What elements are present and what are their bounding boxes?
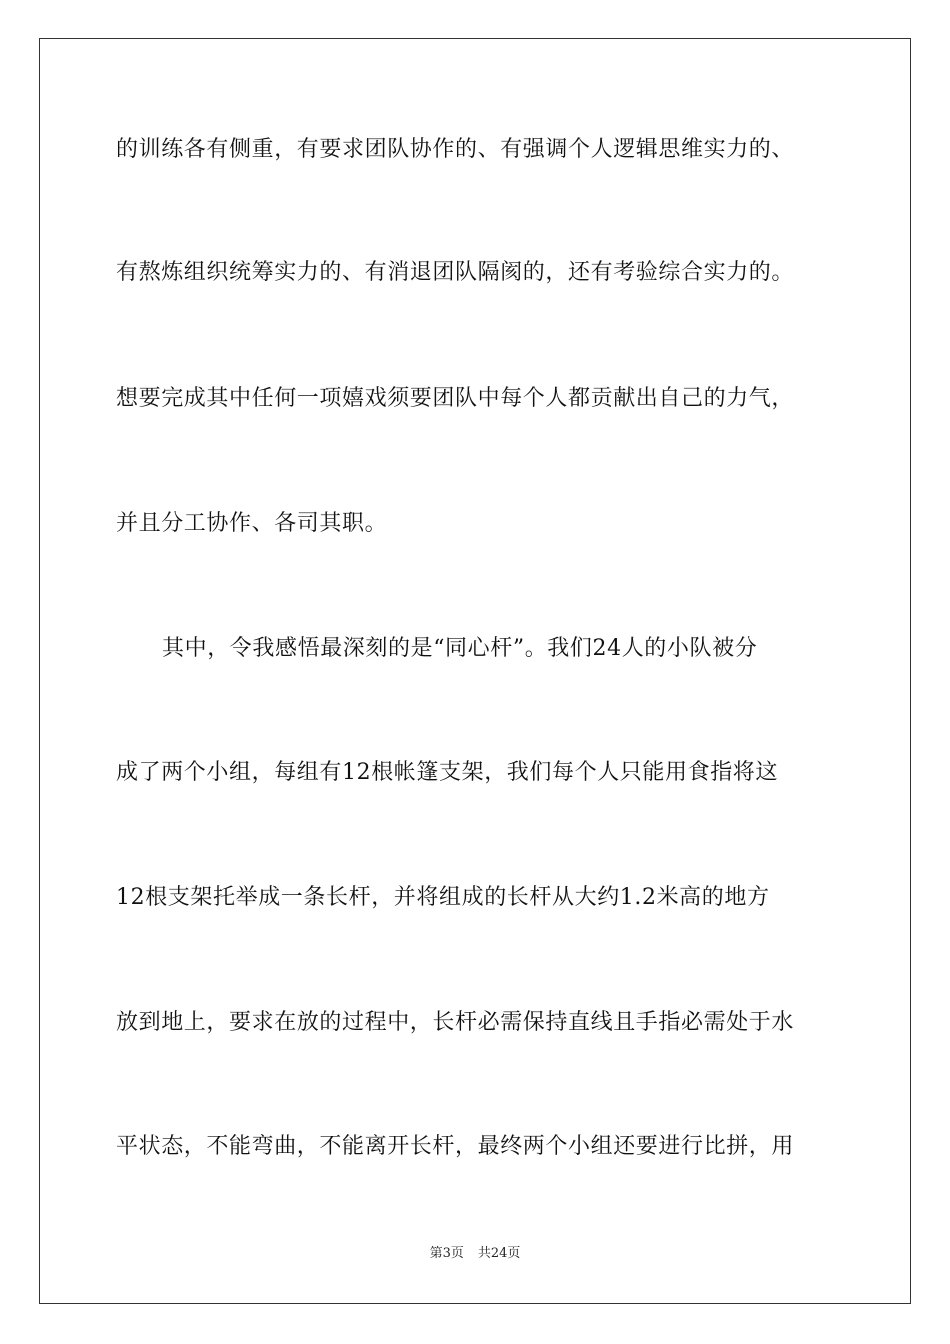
text-line: 12根支架托举成一条长杆，并将组成的长杆从大约1.2米高的地方 (116, 885, 770, 910)
text-line: 有熬炼组织统筹实力的、有消退团队隔阂的，还有考验综合实力的。 (116, 260, 795, 285)
page-number: 第3页 (429, 1246, 464, 1261)
text-line: 想要完成其中任何一项嬉戏须要团队中每个人都贡献出自己的力气， (116, 386, 795, 411)
page-total: 共24页 (477, 1246, 521, 1261)
text-line: 并且分工协作、各司其职。 (116, 511, 388, 536)
text-line: 的训练各有侧重，有要求团队协作的、有强调个人逻辑思维实力的、 (116, 137, 795, 162)
text-line: 成了两个小组，每组有12根帐篷支架，我们每个人只能用食指将这 (116, 760, 778, 785)
text-line: 平状态，不能弯曲，不能离开长杆，最终两个小组还要进行比拼，用 (116, 1134, 795, 1159)
page-border (39, 38, 911, 1304)
paragraph-start-line: 其中，令我感悟最深刻的是“同心杆”。我们24人的小队被分 (162, 636, 758, 661)
text-line: 放到地上，要求在放的过程中，长杆必需保持直线且手指必需处于水 (116, 1010, 795, 1035)
page-footer (0, 1245, 950, 1263)
